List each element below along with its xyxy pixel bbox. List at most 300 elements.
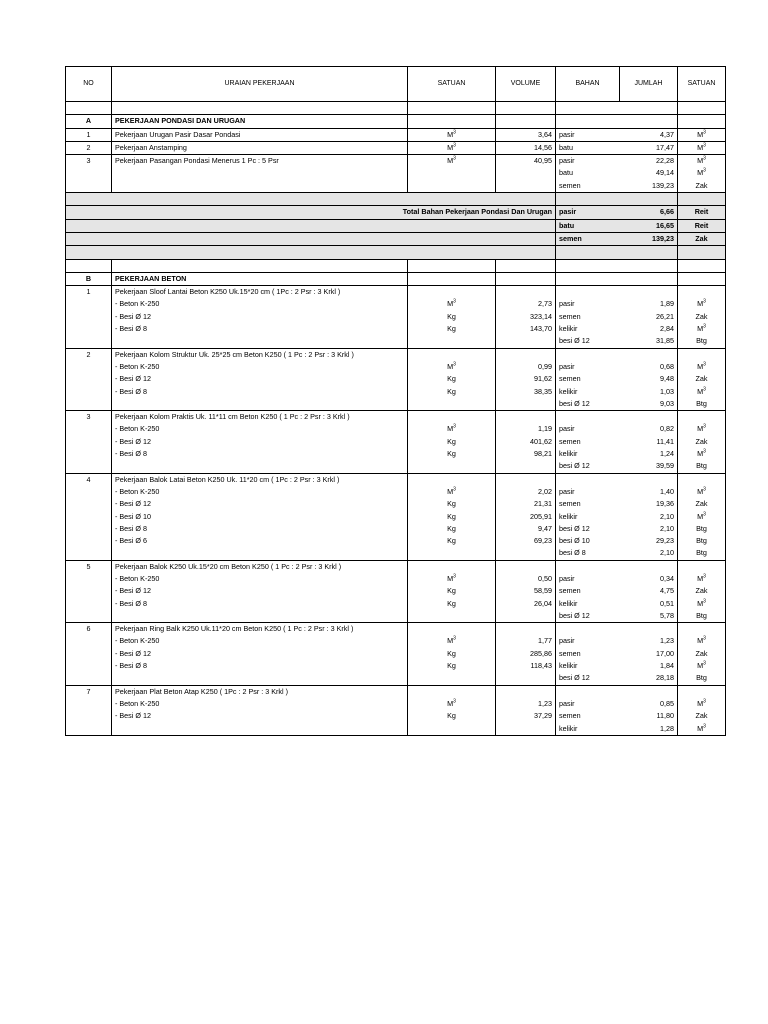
table-row <box>66 386 726 398</box>
spacer-cell <box>556 102 620 115</box>
table-row <box>66 648 726 660</box>
header-jumlah: JUMLAH <box>620 67 678 102</box>
table-row <box>66 710 726 722</box>
total-label <box>66 232 556 245</box>
section-no: B <box>66 272 112 285</box>
sub-item-unit <box>408 547 496 560</box>
material-name: pasir <box>559 698 575 708</box>
material-qty: 31,85 <box>620 335 678 348</box>
item-no: 3 <box>66 411 112 424</box>
empty-cell <box>66 698 112 710</box>
material-unit: Btg <box>678 535 726 547</box>
spacer-cell <box>678 102 726 115</box>
material-unit: Btg <box>678 398 726 411</box>
sub-item-name: - Besi Ø 8 <box>112 386 408 398</box>
material-name: kelikir <box>559 598 578 608</box>
sub-item-unit: Kg <box>408 511 496 523</box>
section-row <box>66 115 726 128</box>
material-unit: Zak <box>678 436 726 448</box>
total-label <box>66 219 556 232</box>
item-volume: 40,95 <box>496 155 556 168</box>
table-row <box>66 685 726 698</box>
material-qty: 17,47 <box>620 141 678 154</box>
empty-cell <box>620 272 678 285</box>
sub-item-name <box>112 335 408 348</box>
material-name: batu <box>559 168 573 178</box>
sub-item-name: - Besi Ø 6 <box>112 535 408 547</box>
sub-item-volume <box>496 672 556 685</box>
material-qty: 1,23 <box>620 635 678 647</box>
material-name: besi Ø 12 <box>559 673 590 683</box>
material-unit: $M^3$ <box>678 698 726 710</box>
table-row <box>66 141 726 154</box>
table-row <box>66 585 726 597</box>
material-qty: 1,84 <box>620 660 678 672</box>
empty-cell <box>408 685 496 698</box>
material-name: semen <box>559 499 581 509</box>
empty-cell <box>66 710 112 722</box>
material-qty: 11,80 <box>620 710 678 722</box>
sub-item-name: - Beton K-250 <box>112 698 408 710</box>
total-pad <box>678 193 726 206</box>
header-no: NO <box>66 67 112 102</box>
material-qty: 1,28 <box>620 723 678 736</box>
sub-item-volume: 1,19 <box>496 423 556 435</box>
empty-cell <box>496 348 556 361</box>
sub-item-unit: Kg <box>408 373 496 385</box>
material-unit: Zak <box>678 498 726 510</box>
item-unit: $M^3$ <box>408 155 496 168</box>
material-name: pasir <box>559 299 575 309</box>
item-unit: $M^3$ <box>408 141 496 154</box>
total-label: Total Bahan Pekerjaan Pondasi Dan Urugan <box>66 206 556 219</box>
table-row <box>66 498 726 510</box>
material-unit: $M^3$ <box>678 298 726 310</box>
spacer-row <box>66 102 726 115</box>
sub-item-volume <box>496 460 556 473</box>
spacer-cell <box>620 259 678 272</box>
empty-cell <box>678 560 726 573</box>
sub-item-volume: 118,43 <box>496 660 556 672</box>
sub-item-unit: Kg <box>408 585 496 597</box>
material-qty: 0,68 <box>620 361 678 373</box>
spacer-row <box>66 259 726 272</box>
empty-cell <box>496 560 556 573</box>
item-no: 5 <box>66 560 112 573</box>
material-unit: Btg <box>678 547 726 560</box>
material-unit: Zak <box>678 373 726 385</box>
material-unit: Zak <box>678 180 726 193</box>
sub-item-unit <box>408 723 496 736</box>
material-qty: 1,40 <box>620 486 678 498</box>
sub-item-unit: Kg <box>408 660 496 672</box>
item-no: 6 <box>66 623 112 636</box>
empty-cell <box>408 411 496 424</box>
empty-cell <box>620 115 678 128</box>
table-row <box>66 473 726 486</box>
material-unit: $M^3$ <box>678 141 726 154</box>
empty-cell <box>620 411 678 424</box>
sub-item-name <box>112 723 408 736</box>
material-qty: 2,10 <box>620 547 678 560</box>
table-row <box>66 535 726 547</box>
material-qty: 2,10 <box>620 523 678 535</box>
table-row <box>66 373 726 385</box>
material-qty: 0,82 <box>620 423 678 435</box>
sub-item-name: - Besi Ø 12 <box>112 498 408 510</box>
sub-item-unit: Kg <box>408 710 496 722</box>
total-material-unit: Reit <box>678 219 726 232</box>
empty-cell <box>66 598 112 610</box>
table-row <box>66 573 726 585</box>
sub-item-name <box>112 610 408 623</box>
empty-cell <box>556 685 620 698</box>
sub-item-unit <box>408 335 496 348</box>
spacer-cell <box>620 102 678 115</box>
sub-item-volume: 323,14 <box>496 311 556 323</box>
empty-cell <box>620 286 678 299</box>
empty-cell <box>556 286 620 299</box>
sub-item-volume: 69,23 <box>496 535 556 547</box>
sub-item-volume <box>496 547 556 560</box>
sub-item-volume: 1,77 <box>496 635 556 647</box>
empty-cell <box>678 348 726 361</box>
sub-item-name <box>112 460 408 473</box>
material-qty: 29,23 <box>620 535 678 547</box>
sub-item-volume: 0,50 <box>496 573 556 585</box>
empty-cell <box>620 348 678 361</box>
item-desc <box>112 167 408 179</box>
sub-item-volume: 37,29 <box>496 710 556 722</box>
sub-item-volume: 38,35 <box>496 386 556 398</box>
material-qty: 11,41 <box>620 436 678 448</box>
material-name: kelikir <box>559 324 578 334</box>
material-unit: $M^3$ <box>678 723 726 736</box>
sub-item-unit: Kg <box>408 498 496 510</box>
sub-item-name <box>112 398 408 411</box>
table-row <box>66 460 726 473</box>
table-row <box>66 448 726 460</box>
material-qty: 9,48 <box>620 373 678 385</box>
material-unit: $M^3$ <box>678 323 726 335</box>
total-material-name: batu <box>556 219 620 232</box>
total-pad <box>620 246 678 259</box>
material-name: pasir <box>559 486 575 496</box>
header-satuan: SATUAN <box>408 67 496 102</box>
section-title: PEKERJAAN PONDASI DAN URUGAN <box>112 115 408 128</box>
table-row <box>66 436 726 448</box>
empty-cell <box>66 672 112 685</box>
item-volume: 3,64 <box>496 128 556 141</box>
sub-item-unit: $M^3$ <box>408 486 496 498</box>
material-name: semen <box>559 586 581 596</box>
material-name: besi Ø 12 <box>559 610 590 620</box>
material-unit: Btg <box>678 335 726 348</box>
material-qty: 1,89 <box>620 298 678 310</box>
material-unit: Zak <box>678 710 726 722</box>
sub-item-name: - Beton K-250 <box>112 635 408 647</box>
sub-item-unit: Kg <box>408 323 496 335</box>
empty-cell <box>66 660 112 672</box>
empty-cell <box>66 361 112 373</box>
sub-item-name: - Besi Ø 12 <box>112 311 408 323</box>
empty-cell <box>496 623 556 636</box>
item-no: 4 <box>66 473 112 486</box>
header-bahan: BAHAN <box>556 67 620 102</box>
table-row <box>66 128 726 141</box>
material-qty: 0,34 <box>620 573 678 585</box>
total-pad-row <box>66 193 726 206</box>
item-unit: $M^3$ <box>408 128 496 141</box>
material-name: besi Ø 12 <box>559 336 590 346</box>
item-desc: Pekerjaan Kolom Struktur Uk. 25*25 cm Beton K250 ( 1 Pc : 2 Psr : 3 Krkl ) <box>112 348 408 361</box>
item-no: 3 <box>66 155 112 168</box>
empty-cell <box>66 448 112 460</box>
sub-item-unit: Kg <box>408 535 496 547</box>
item-desc: Pekerjaan Balok K250 Uk.15*20 cm Beton K250 ( 1 Pc : 2 Psr : 3 Krkl ) <box>112 560 408 573</box>
material-name: semen <box>559 180 581 190</box>
material-name: pasir <box>559 361 575 371</box>
sub-item-name: - Besi Ø 12 <box>112 373 408 385</box>
empty-cell <box>66 436 112 448</box>
sub-item-unit: $M^3$ <box>408 423 496 435</box>
material-qty: 22,28 <box>620 155 678 168</box>
sub-item-unit: $M^3$ <box>408 298 496 310</box>
material-unit: $M^3$ <box>678 635 726 647</box>
table-row <box>66 672 726 685</box>
item-no: 1 <box>66 286 112 299</box>
sub-item-volume <box>496 335 556 348</box>
section-row <box>66 272 726 285</box>
table-row <box>66 610 726 623</box>
item-no: 2 <box>66 348 112 361</box>
sub-item-name: - Besi Ø 12 <box>112 585 408 597</box>
empty-cell <box>678 685 726 698</box>
empty-cell <box>620 560 678 573</box>
material-unit: Zak <box>678 648 726 660</box>
material-qty: 1,03 <box>620 386 678 398</box>
material-name: pasir <box>559 636 575 646</box>
empty-cell <box>408 348 496 361</box>
material-qty: 0,85 <box>620 698 678 710</box>
material-name: pasir <box>556 155 620 168</box>
material-unit: $M^3$ <box>678 598 726 610</box>
material-name: besi Ø 8 <box>559 548 586 558</box>
spacer-cell <box>556 259 620 272</box>
empty-cell <box>66 386 112 398</box>
sub-item-name: - Besi Ø 12 <box>112 436 408 448</box>
item-unit <box>408 167 496 179</box>
empty-cell <box>556 348 620 361</box>
sub-item-name: - Beton K-250 <box>112 486 408 498</box>
sub-item-volume: 205,91 <box>496 511 556 523</box>
item-unit <box>408 180 496 193</box>
total-pad <box>678 246 726 259</box>
sub-item-unit <box>408 610 496 623</box>
table-row <box>66 560 726 573</box>
sub-item-unit: $M^3$ <box>408 361 496 373</box>
total-pad <box>556 246 620 259</box>
header-satuan-bahan: SATUAN <box>678 67 726 102</box>
empty-cell <box>66 298 112 310</box>
sub-item-unit: Kg <box>408 598 496 610</box>
table-row <box>66 547 726 560</box>
material-name: semen <box>559 374 581 384</box>
sub-item-volume: 26,04 <box>496 598 556 610</box>
empty-cell <box>66 535 112 547</box>
empty-cell <box>496 286 556 299</box>
empty-cell <box>496 685 556 698</box>
table-row <box>66 180 726 193</box>
sub-item-unit: $M^3$ <box>408 698 496 710</box>
item-no: 1 <box>66 128 112 141</box>
material-unit: $M^3$ <box>678 386 726 398</box>
material-name: besi Ø 12 <box>559 461 590 471</box>
item-desc: Pekerjaan Anstamping <box>112 141 408 154</box>
item-desc: Pekerjaan Pasangan Pondasi Menerus 1 Pc : 5 Psr <box>112 155 408 168</box>
empty-cell <box>66 498 112 510</box>
sub-item-name: - Besi Ø 8 <box>112 448 408 460</box>
material-unit: $M^3$ <box>678 423 726 435</box>
material-qty: 19,36 <box>620 498 678 510</box>
empty-cell <box>66 547 112 560</box>
sub-item-unit: Kg <box>408 648 496 660</box>
empty-cell <box>620 685 678 698</box>
total-material-name: semen <box>556 232 620 245</box>
sub-item-volume: 143,70 <box>496 323 556 335</box>
sub-item-unit: Kg <box>408 311 496 323</box>
sub-item-name: - Beton K-250 <box>112 423 408 435</box>
total-pad <box>66 246 556 259</box>
item-desc: Pekerjaan Balok Latai Beton K250 Uk. 11*20 cm ( 1Pc : 2 Psr : 3 Krkl ) <box>112 473 408 486</box>
section-title: PEKERJAAN BETON <box>112 272 408 285</box>
table-row <box>66 298 726 310</box>
sub-item-name <box>112 547 408 560</box>
empty-cell <box>678 272 726 285</box>
empty-cell <box>66 635 112 647</box>
sub-item-name: - Besi Ø 12 <box>112 648 408 660</box>
empty-cell <box>678 286 726 299</box>
material-unit: $M^3$ <box>678 660 726 672</box>
item-volume <box>496 180 556 193</box>
material-qty: 139,23 <box>620 180 678 193</box>
material-qty: 0,51 <box>620 598 678 610</box>
table-row <box>66 167 726 179</box>
table-row <box>66 398 726 411</box>
table-row <box>66 523 726 535</box>
table-row <box>66 623 726 636</box>
empty-cell <box>556 272 620 285</box>
empty-cell <box>66 373 112 385</box>
section-no: A <box>66 115 112 128</box>
material-unit: $M^3$ <box>678 511 726 523</box>
material-qty: 4,37 <box>620 128 678 141</box>
table-row <box>66 311 726 323</box>
empty-cell <box>678 623 726 636</box>
sub-item-name: - Beton K-250 <box>112 361 408 373</box>
empty-cell <box>66 335 112 348</box>
empty-cell <box>408 272 496 285</box>
item-no <box>66 167 112 179</box>
material-unit: Btg <box>678 523 726 535</box>
empty-cell <box>66 648 112 660</box>
material-unit: $M^3$ <box>678 361 726 373</box>
sub-item-name: - Beton K-250 <box>112 298 408 310</box>
table-row <box>66 698 726 710</box>
material-name: kelikir <box>559 386 578 396</box>
empty-cell <box>66 460 112 473</box>
table-row <box>66 635 726 647</box>
sub-item-name: - Besi Ø 12 <box>112 710 408 722</box>
material-unit: $M^3$ <box>678 155 726 168</box>
material-table <box>65 66 726 736</box>
sub-item-volume: 0,99 <box>496 361 556 373</box>
total-pad <box>556 193 620 206</box>
empty-cell <box>556 411 620 424</box>
empty-cell <box>556 560 620 573</box>
table-row <box>66 361 726 373</box>
total-material-unit: Zak <box>678 232 726 245</box>
material-unit: $M^3$ <box>678 167 726 179</box>
table-row <box>66 723 726 736</box>
total-material-qty: 6,66 <box>620 206 678 219</box>
sub-item-name: - Besi Ø 8 <box>112 598 408 610</box>
sub-item-name: - Besi Ø 10 <box>112 511 408 523</box>
empty-cell <box>496 115 556 128</box>
sub-item-unit: Kg <box>408 386 496 398</box>
material-name: semen <box>559 436 581 446</box>
spacer-cell <box>496 102 556 115</box>
material-unit: $M^3$ <box>678 486 726 498</box>
header-row <box>66 67 726 102</box>
sub-item-volume: 1,23 <box>496 698 556 710</box>
sub-item-volume: 91,62 <box>496 373 556 385</box>
total-material-name: pasir <box>556 206 620 219</box>
spacer-cell <box>408 102 496 115</box>
material-unit: $M^3$ <box>678 128 726 141</box>
empty-cell <box>66 323 112 335</box>
empty-cell <box>408 286 496 299</box>
empty-cell <box>66 723 112 736</box>
item-desc: Pekerjaan Ring Balk K250 Uk.11*20 cm Beton K250 ( 1 Pc : 2 Psr : 3 Krkl ) <box>112 623 408 636</box>
material-name: pasir <box>559 573 575 583</box>
sub-item-unit: Kg <box>408 436 496 448</box>
empty-cell <box>408 560 496 573</box>
material-name: semen <box>559 648 581 658</box>
total-material-qty: 16,65 <box>620 219 678 232</box>
table-row <box>66 348 726 361</box>
item-desc: Pekerjaan Plat Beton Atap K250 ( 1Pc : 2 Psr : 3 Krkl ) <box>112 685 408 698</box>
empty-cell <box>496 473 556 486</box>
material-qty: 1,24 <box>620 448 678 460</box>
table-row <box>66 335 726 348</box>
sub-item-volume: 58,59 <box>496 585 556 597</box>
material-name: kelikir <box>559 449 578 459</box>
sub-item-name <box>112 672 408 685</box>
material-name: semen <box>559 711 581 721</box>
item-desc: Pekerjaan Sloof Lantai Beton K250 Uk.15*20 cm ( 1Pc : 2 Psr : 3 Krkl ) <box>112 286 408 299</box>
material-qty: 4,75 <box>620 585 678 597</box>
material-unit: Zak <box>678 311 726 323</box>
material-name: kelikir <box>556 723 620 736</box>
table-row <box>66 411 726 424</box>
spacer-cell <box>112 259 408 272</box>
empty-cell <box>66 523 112 535</box>
material-qty: 28,18 <box>620 672 678 685</box>
material-name: pasir <box>559 424 575 434</box>
spacer-cell <box>66 259 112 272</box>
material-unit: $M^3$ <box>678 448 726 460</box>
